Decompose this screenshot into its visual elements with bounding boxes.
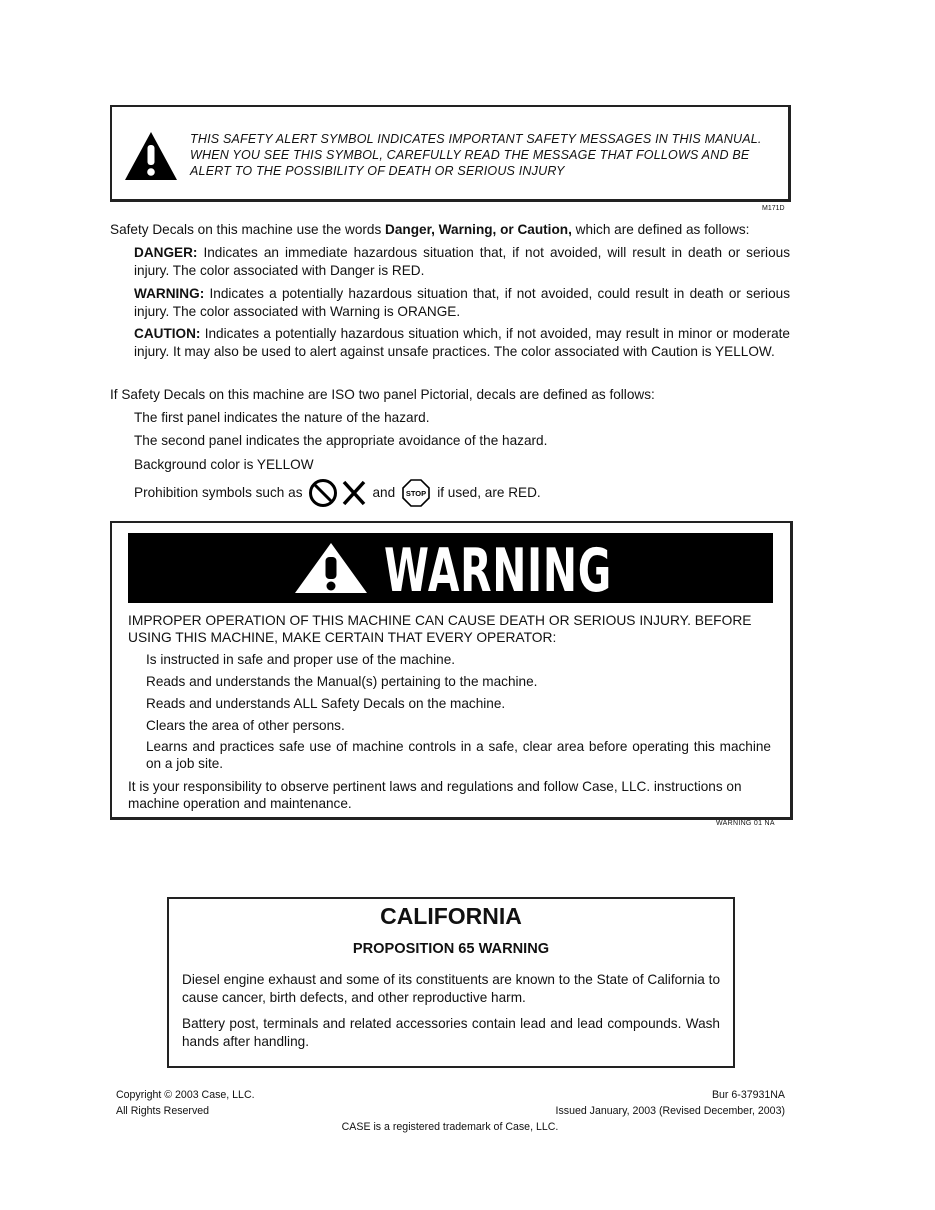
warning-intro: IMPROPER OPERATION OF THIS MACHINE CAN CAUSE DEATH OR SERIOUS INJURY. BEFORE USING THIS MACHINE, MAKE CERTAIN THAT EVERY OPERATOR:	[128, 613, 752, 645]
iso-intro: If Safety Decals on this machine are ISO two panel Pictorial, decals are defined as follows:	[110, 387, 655, 402]
safety-alert-text: THIS SAFETY ALERT SYMBOL INDICATES IMPORTANT SAFETY MESSAGES IN THIS MANUAL. WHEN YOU SEE THIS SYMBOL, CAREFULLY READ THE MESSAGE THAT FOLLOWS AND BE ALERT TO THE POSSIBILITY OF DEATH OR SERIOUS INJURY	[190, 132, 762, 178]
footer-rights: All Rights Reserved	[116, 1105, 210, 1117]
footer-bur-number: Bur 6-37931NA	[711, 1089, 785, 1101]
alert-code: M171D	[762, 205, 785, 212]
california-title: CALIFORNIA	[380, 903, 522, 929]
warning-text: Indicates a potentially hazardous situation that, if not avoided, could result in death or serious injury. The color associated with Warning is ORANGE.	[134, 286, 790, 319]
warning-box	[110, 521, 793, 820]
safety-alert-icon	[124, 131, 178, 181]
iso-second-panel: The second panel indicates the appropriate avoidance of the hazard.	[134, 433, 548, 448]
decals-intro-bold: Danger, Warning, or Caution,	[385, 222, 572, 237]
footer-trademark: CASE is a registered trademark of Case, LLC.	[341, 1121, 559, 1133]
warning-code: WARNING 01 NA	[716, 820, 775, 827]
caution-definition	[134, 325, 790, 360]
warning-triangle-icon	[293, 541, 369, 595]
warning-label: WARNING:	[134, 286, 205, 301]
prohibition-tail: if used, are RED.	[437, 485, 541, 501]
warning-banner	[128, 533, 773, 606]
warning-item: Clears the area of other persons.	[146, 718, 345, 733]
prohibition-circle-icon	[307, 477, 339, 509]
california-box	[167, 897, 735, 1068]
stop-sign-label: STOP	[406, 489, 427, 498]
warning-definition	[134, 285, 790, 320]
california-subtitle: PROPOSITION 65 WARNING	[352, 941, 550, 957]
iso-background: Background color is YELLOW	[134, 457, 314, 472]
decals-intro-text: Safety Decals on this machine use the words	[110, 222, 386, 237]
stop-sign-icon	[401, 478, 431, 508]
safety-alert-box	[110, 105, 791, 202]
danger-label: DANGER:	[134, 245, 198, 260]
danger-definition	[134, 244, 790, 279]
decals-intro	[110, 221, 790, 239]
warning-item: Reads and understands ALL Safety Decals on the machine.	[146, 696, 506, 711]
danger-text: Indicates an immediate hazardous situation that, if not avoided, will result in death or serious injury. The color associated with Danger is RED.	[134, 245, 790, 278]
prohibition-and: and	[372, 485, 396, 501]
prohibition-x-icon	[341, 479, 367, 507]
decals-intro-tail: which are defined as follows:	[571, 222, 750, 237]
iso-first-panel: The first panel indicates the nature of the hazard.	[134, 410, 430, 425]
footer-issued: Issued January, 2003 (Revised December, 2003)	[555, 1105, 785, 1117]
warning-item: Is instructed in safe and proper use of the machine.	[146, 652, 456, 667]
caution-label: CAUTION:	[134, 326, 201, 341]
warning-item: Learns and practices safe use of machine controls in a safe, clear area before operating this machine on a job site.	[146, 739, 771, 771]
warning-item: Reads and understands the Manual(s) pertaining to the machine.	[146, 674, 538, 689]
footer-copyright: Copyright © 2003 Case, LLC.	[116, 1089, 255, 1101]
caution-text: Indicates a potentially hazardous situation which, if not avoided, may result in minor or moderate injury. It may also be used to alert against unsafe practices. The color associated with Caution is YELLOW.	[134, 326, 790, 359]
warning-closing: It is your responsibility to observe pertinent laws and regulations and follow Case, LLC. instructions on machine operation and maintenance.	[128, 779, 742, 811]
california-paragraph-1: Diesel engine exhaust and some of its constituents are known to the State of California to cause cancer, birth defects, and other reproductive harm.	[182, 972, 720, 1005]
california-paragraph-2: Battery post, terminals and related accessories contain lead and lead compounds. Wash hands after handling.	[182, 1016, 720, 1049]
warning-title: WARNING	[384, 536, 612, 606]
iso-prohibition-line	[134, 476, 541, 510]
prohibition-text: Prohibition symbols such as	[134, 485, 303, 501]
